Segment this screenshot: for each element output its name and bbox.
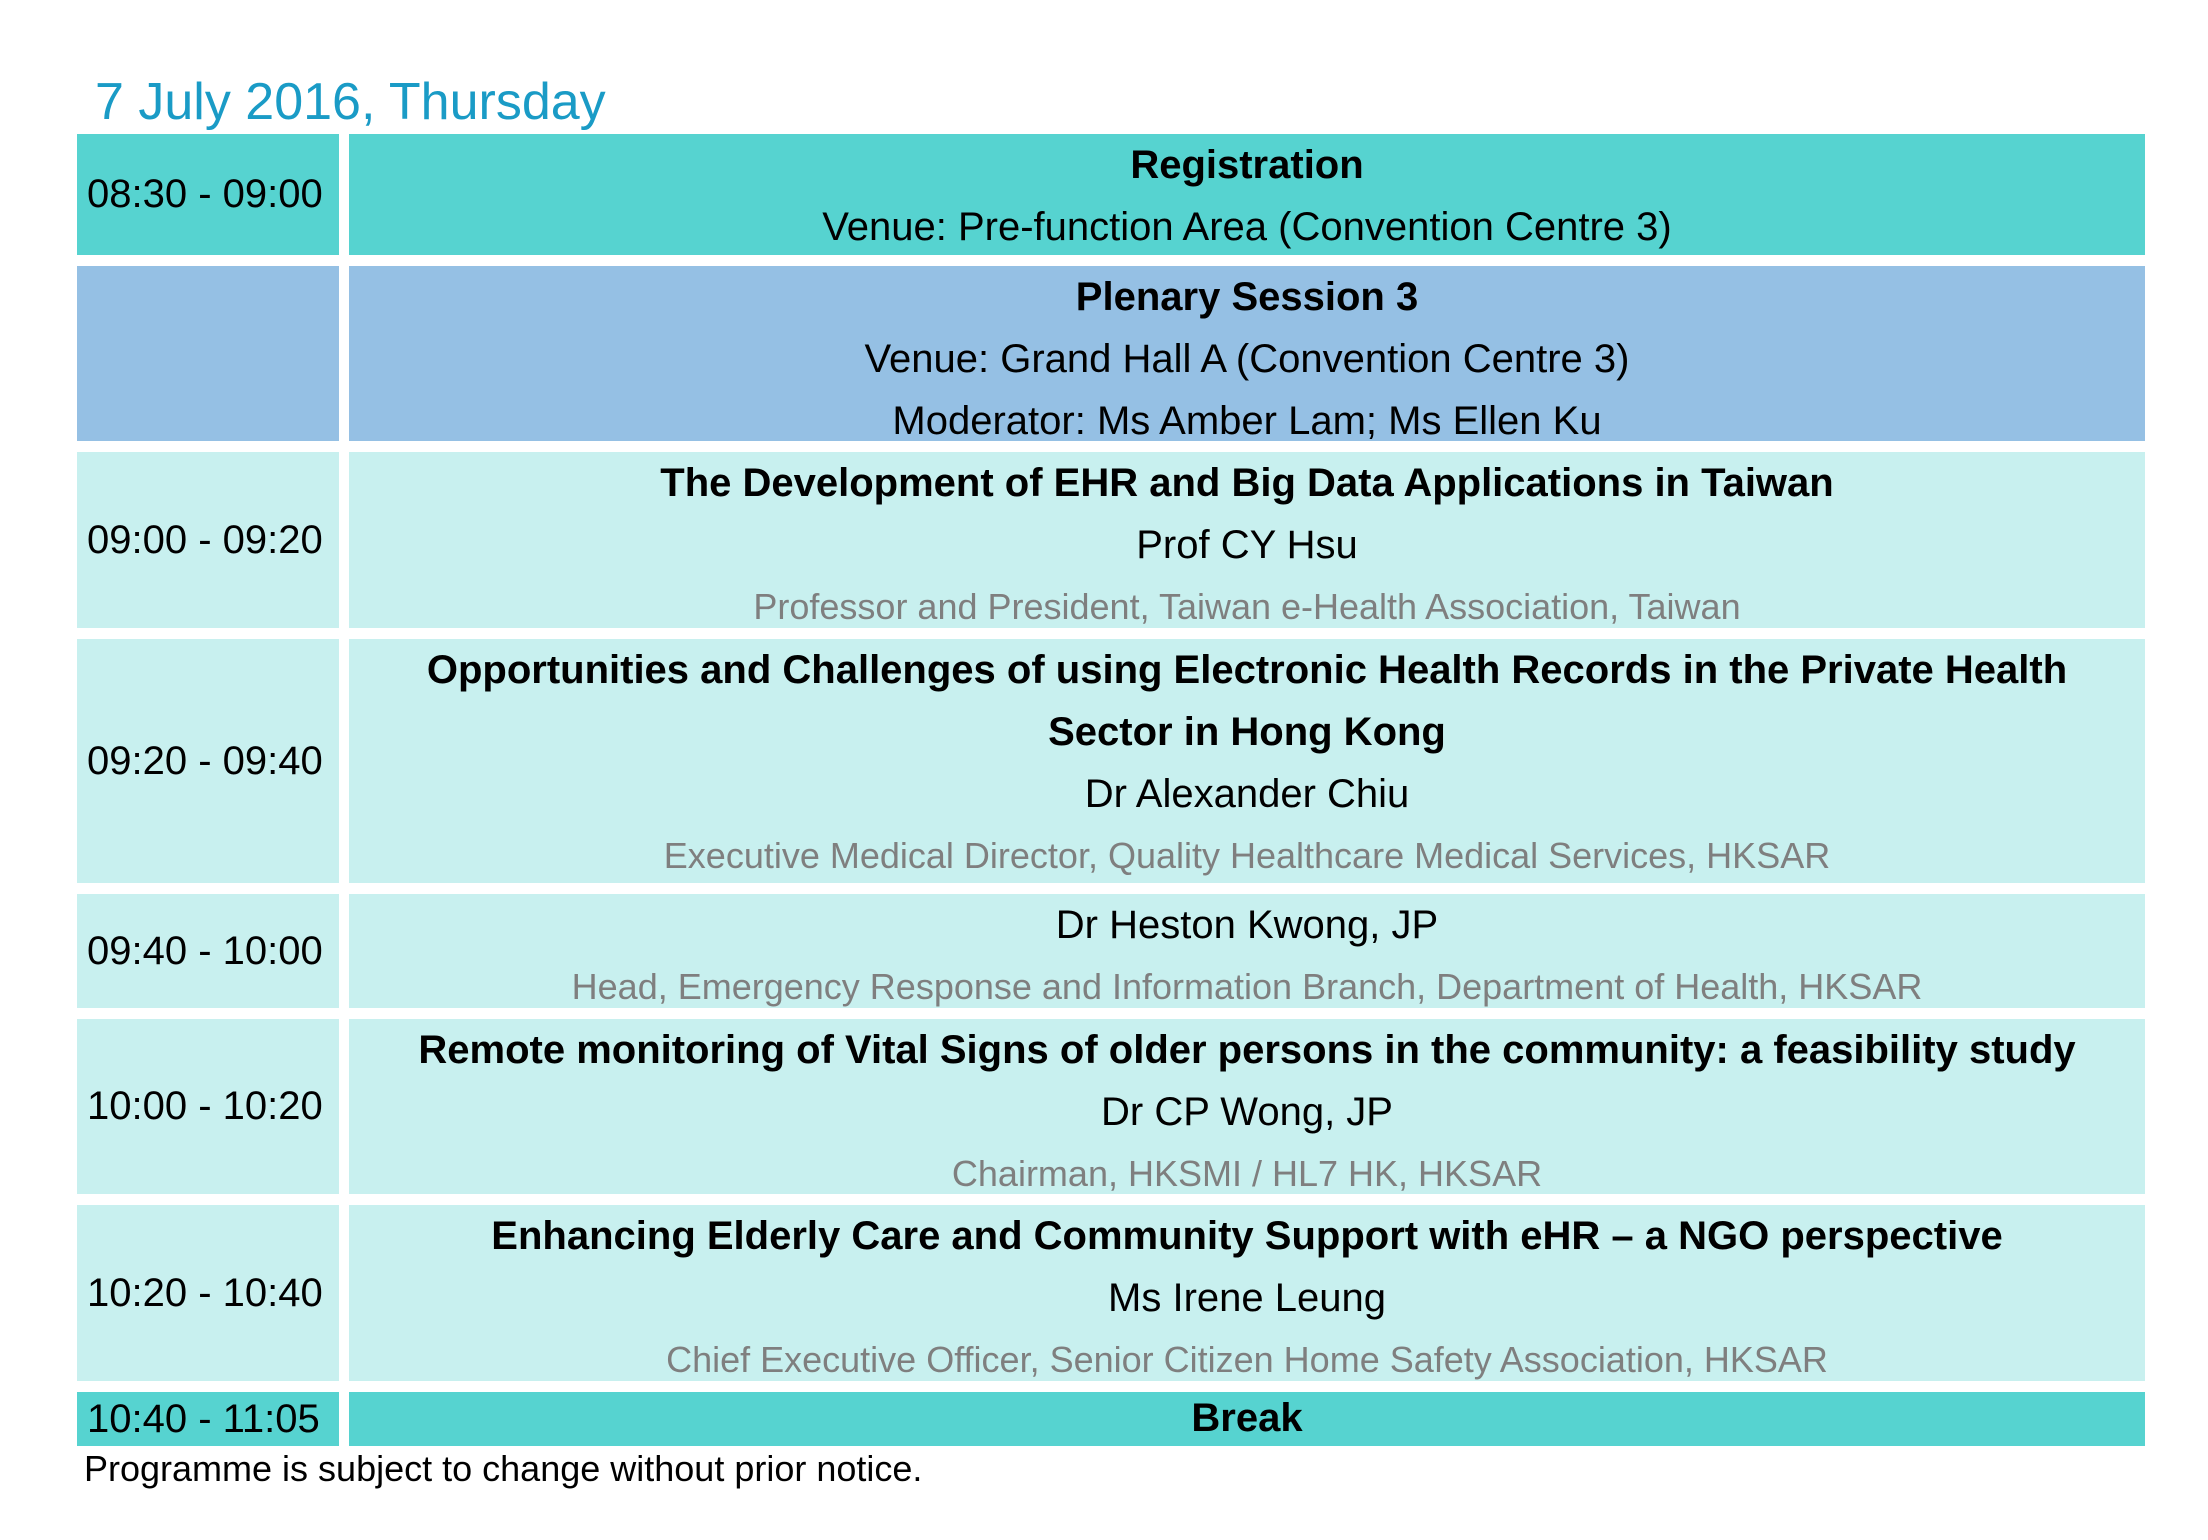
time-cell: 10:40 - 11:05 <box>77 1392 339 1446</box>
speaker-name: Dr CP Wong, JP <box>1101 1090 1393 1134</box>
schedule-row-talk <box>77 894 2145 1008</box>
speaker-name: Ms Irene Leung <box>1108 1276 1386 1320</box>
speaker-affiliation: Executive Medical Director, Quality Healthcare Medical Services, HKSAR <box>663 835 1831 876</box>
time-cell: 10:00 - 10:20 <box>77 1019 339 1194</box>
footnote: Programme is subject to change without prior notice. <box>84 1448 923 1489</box>
schedule-row-registration <box>77 134 2145 255</box>
schedule-row-talk <box>77 452 2145 628</box>
speaker-name: Dr Alexander Chiu <box>1084 772 1410 816</box>
session-cell <box>349 266 2145 441</box>
time-cell: 09:20 - 09:40 <box>77 639 339 883</box>
session-moderator: Moderator: Ms Amber Lam; Ms Ellen Ku <box>892 399 1602 443</box>
speaker-affiliation: Head, Emergency Response and Information Branch, Department of Health, HKSAR <box>571 966 1923 1007</box>
time-cell <box>77 266 339 441</box>
session-venue: Venue: Grand Hall A (Convention Centre 3) <box>864 337 1630 381</box>
session-cell <box>349 1205 2145 1381</box>
talk-title: The Development of EHR and Big Data Applications in Taiwan <box>660 461 1834 505</box>
schedule-row-plenary <box>77 266 2145 441</box>
page-title: 7 July 2016, Thursday <box>95 73 606 131</box>
speaker-name: Prof CY Hsu <box>1136 523 1358 567</box>
time-cell: 08:30 - 09:00 <box>77 134 339 255</box>
time-cell: 10:20 - 10:40 <box>77 1205 339 1381</box>
speaker-affiliation: Professor and President, Taiwan e-Health Association, Taiwan <box>753 586 1741 627</box>
session-title: Registration <box>1130 143 1364 187</box>
session-cell <box>349 639 2145 883</box>
schedule-row-talk <box>77 1205 2145 1381</box>
schedule-row-talk <box>77 1019 2145 1194</box>
time-cell: 09:00 - 09:20 <box>77 452 339 628</box>
break-title: Break <box>1191 1396 1303 1440</box>
talk-title: Enhancing Elderly Care and Community Support with eHR – a NGO perspective <box>491 1214 2003 1258</box>
speaker-affiliation: Chairman, HKSMI / HL7 HK, HKSAR <box>951 1153 1543 1194</box>
session-venue: Venue: Pre-function Area (Convention Centre 3) <box>822 205 1672 249</box>
talk-title: Remote monitoring of Vital Signs of older persons in the community: a feasibility study <box>418 1028 2076 1072</box>
talk-title: Opportunities and Challenges of using Electronic Health Records in the Private Health Sector in Hong Kong <box>426 648 2068 754</box>
schedule-row-talk <box>77 639 2145 883</box>
time-cell: 09:40 - 10:00 <box>77 894 339 1008</box>
schedule-row-break <box>77 1392 2145 1446</box>
session-cell <box>349 894 2145 1008</box>
session-cell <box>349 452 2145 628</box>
speaker-name: Dr Heston Kwong, JP <box>1055 903 1439 947</box>
session-title: Plenary Session 3 <box>1075 275 1419 319</box>
session-cell <box>349 134 2145 255</box>
session-cell <box>349 1019 2145 1194</box>
speaker-affiliation: Chief Executive Officer, Senior Citizen Home Safety Association, HKSAR <box>666 1339 1828 1380</box>
schedule-table <box>77 134 2145 1457</box>
session-cell <box>349 1392 2145 1446</box>
